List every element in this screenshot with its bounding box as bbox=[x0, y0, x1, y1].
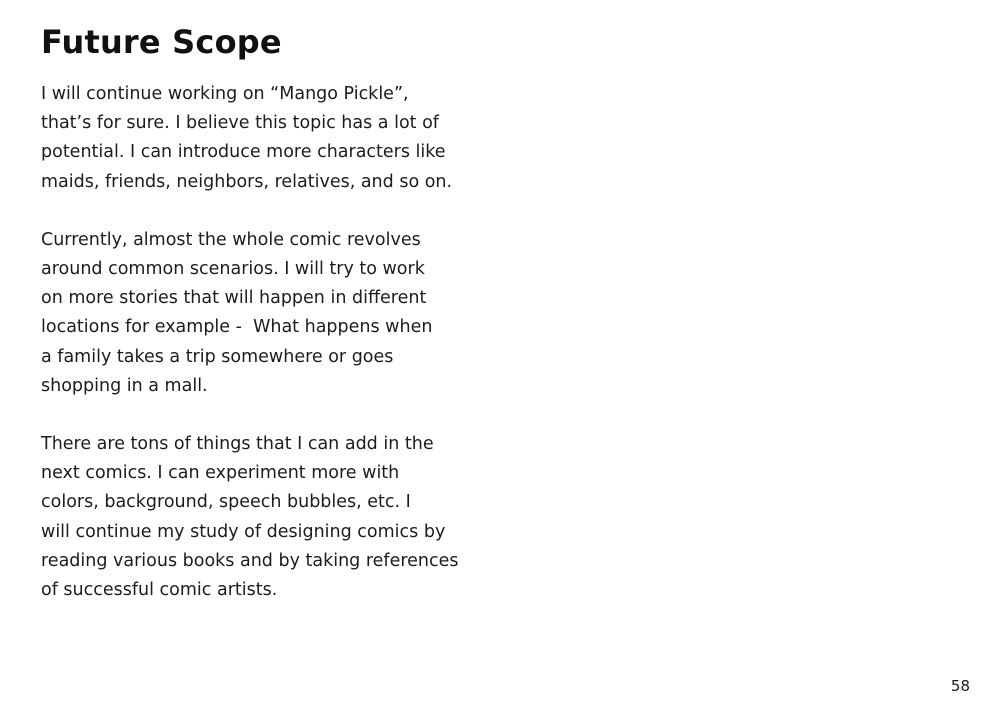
text-line: colors, background, speech bubbles, etc. I bbox=[41, 492, 411, 513]
text-line: on more stories that will happen in different bbox=[41, 288, 427, 309]
paragraph-3 bbox=[41, 430, 681, 605]
paragraph-2 bbox=[41, 226, 681, 401]
page-number: 58 bbox=[950, 677, 970, 695]
paragraph-1 bbox=[41, 80, 681, 197]
text-line: around common scenarios. I will try to work bbox=[41, 259, 425, 280]
text-line: shopping in a mall. bbox=[41, 375, 208, 396]
page-title: Future Scope bbox=[41, 23, 282, 62]
text-line: of successful comic artists. bbox=[41, 580, 278, 601]
text-line: I will continue working on “Mango Pickle”, bbox=[41, 84, 409, 104]
text-line: maids, friends, neighbors, relatives, and so on. bbox=[41, 171, 453, 192]
text-line: will continue my study of designing comics by bbox=[41, 521, 446, 542]
text-line: There are tons of things that I can add in the bbox=[41, 434, 434, 455]
text-line: reading various books and by taking references bbox=[41, 550, 459, 571]
text-line: Currently, almost the whole comic revolves bbox=[41, 229, 421, 250]
text-line: a family takes a trip somewhere or goes bbox=[41, 346, 394, 367]
text-line: that’s for sure. I believe this topic has a lot of bbox=[41, 113, 439, 134]
text-line: next comics. I can experiment more with bbox=[41, 463, 400, 484]
text-line: locations for example - What happens when bbox=[41, 317, 433, 338]
body-text bbox=[41, 80, 681, 605]
text-line: potential. I can introduce more characters like bbox=[41, 142, 446, 163]
